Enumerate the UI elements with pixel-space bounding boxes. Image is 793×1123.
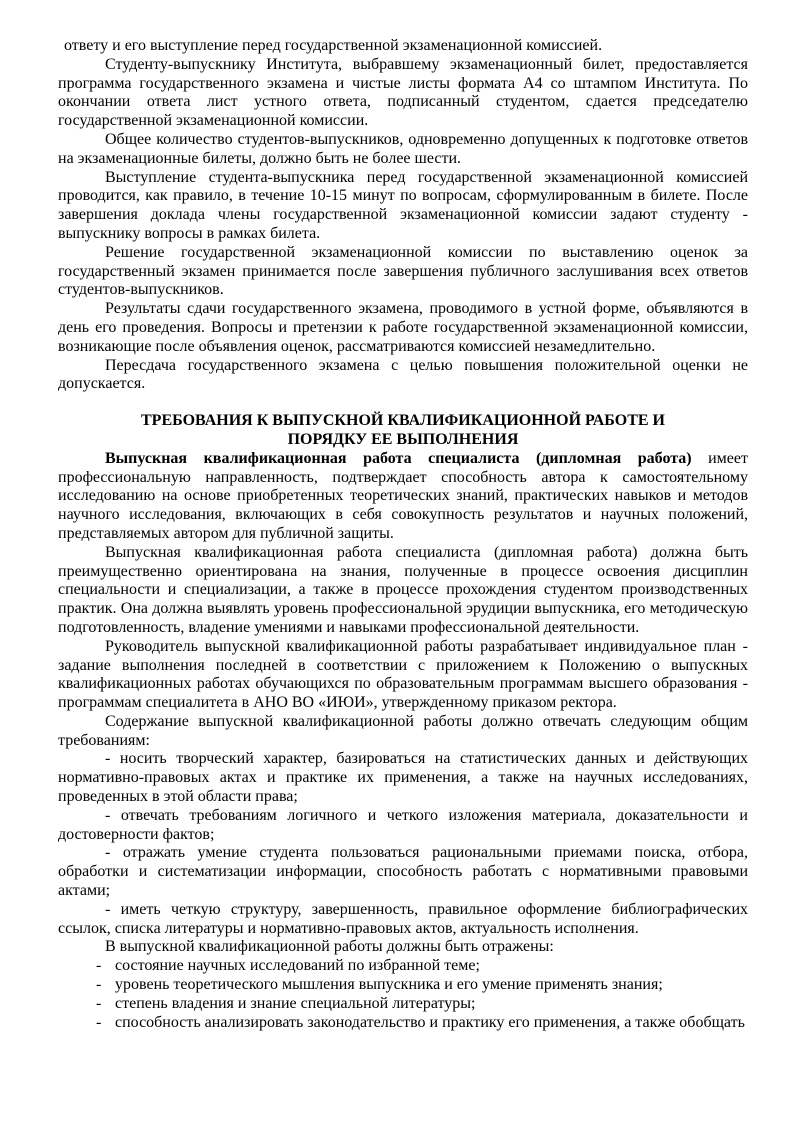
paragraph-presentation: Выступление студента-выпускника перед государственной экзаменационной комиссией проводится, как правило, в течение 10-15 минут по вопросам, сформулированным в билете. После завершения доклада члены государственной экзаменационной комиссии задают студенту - выпускнику вопросы в рамках билета. [58, 168, 748, 242]
paragraph-students-count: Общее количество студентов-выпускников, одновременно допущенных к подготовке ответов на экзаменационные билеты, должно быть не более шести. [58, 130, 748, 167]
list-item-text: состояние научных исследований по избранной теме; [115, 957, 480, 975]
dash-marker: - [96, 976, 102, 994]
list-item [58, 995, 748, 1014]
paragraph-commission-decision: Решение государственной экзаменационной комиссии по выставлению оценок за государственный экзамен принимается после завершения публичного заслушивания всех ответов студентов-выпускников. [58, 243, 748, 299]
dash-marker: - [96, 957, 102, 975]
section-heading [58, 412, 748, 450]
paragraph-requirement-logic: - отвечать требованиям логичного и четкого изложения материала, доказательности и достоверности фактов; [58, 806, 748, 843]
paragraph-reflected-intro: В выпускной квалификационной работы должны быть отражены: [105, 938, 554, 956]
vkr-definition-bold-lead: Выпускная квалификационная работа специалиста (дипломная работа) [105, 449, 692, 467]
paragraph-vkr-definition [58, 450, 748, 544]
list-item [58, 1014, 748, 1033]
list-item [58, 957, 748, 976]
paragraph-requirement-information: - отражать умение студента пользоваться рациональными приемами поиска, отбора, обработки и систематизации информации, способность работать с нормативными правовыми актами; [58, 844, 748, 900]
dash-marker: - [96, 994, 102, 1012]
list-item-text: уровень теоретического мышления выпускника и его умение применять знания; [115, 976, 663, 994]
paragraph-requirement-creative: - носить творческий характер, базироваться на статистических данных и действующих нормативно-правовых актах и практике их применения, а также на научных исследованиях, проведенных в этой области права; [58, 750, 748, 806]
paragraph-retake: Пересдача государственного экзамена с целью повышения положительной оценки не допускается. [58, 356, 748, 393]
section-heading-line1: ТРЕБОВАНИЯ К ВЫПУСКНОЙ КВАЛИФИКАЦИОННОЙ РАБОТЕ И [141, 412, 665, 430]
vkr-definition-rest: имеет профессиональную направленность, подтверждает способность автора к самостоятельному исследованию на основе приобретенных теоретических знаний, практических навыков и методов научного исследования, включающих в себя совокупность результатов и научных положений, представляемых автором для публичной защиты. [58, 449, 749, 542]
dash-marker: - [96, 1013, 102, 1031]
paragraph-requirement-structure: - иметь четкую структуру, завершенность, правильное оформление библиографических ссылок, списка литературы и нормативно-правовых актов, актуальность исполнения. [58, 900, 748, 937]
paragraph-vkr-orientation: Выпускная квалификационная работа специалиста (дипломная работа) должна быть преимущественно ориентирована на знания, полученные в процессе освоения дисциплин специальности и специализации, а также в процессе прохождения студентом производственных практик. Она должна выявлять уровень профессиональной эрудиции выпускника, его методическую подготовленность, владение умениями и навыками профессиональной деятельности. [58, 543, 748, 636]
paragraph-content-requirements-intro: Содержание выпускной квалификационной работы должно отвечать следующим общим требованиям: [58, 712, 748, 749]
paragraph-supervisor-plan: Руководитель выпускной квалификационной работы разрабатывает индивидуальное план - задание выполнения последней в соответствии с приложением к Положению о выпускных квалификационных работах обучающихся по образовательным программам высшего образования - программам специалитета в АНО ВО «ИЮИ», утвержденному приказом ректора. [58, 637, 748, 712]
list-item [58, 976, 748, 995]
list-item-text: способность анализировать законодательство и практику его применения, а также обобщать [115, 1013, 745, 1031]
list-item-text: степень владения и знание специальной литературы; [115, 994, 476, 1012]
section-heading-line2: ПОРЯДКУ ЕЕ ВЫПОЛНЕНИЯ [287, 430, 519, 448]
reflected-items-list [58, 957, 748, 1032]
paragraph-continuation: ответу и его выступление перед государственной экзаменационной комиссией. [64, 37, 603, 54]
paragraph-exam-ticket: Студенту-выпускнику Института, выбравшему экзаменационный билет, предоставляется программа государственного экзамена и чистые листы формата А4 со штампом Института. По окончании ответа лист устного ответа, подписанный студентом, сдается председателю государственной экзаменационной комиссии. [58, 55, 748, 130]
paragraph-results: Результаты сдачи государственного экзамена, проводимого в устной форме, объявляются в день его проведения. Вопросы и претензии к работе государственной экзаменационной комиссии, возникающие после объявления оценок, рассматриваются комиссией незамедлительно. [58, 300, 748, 355]
